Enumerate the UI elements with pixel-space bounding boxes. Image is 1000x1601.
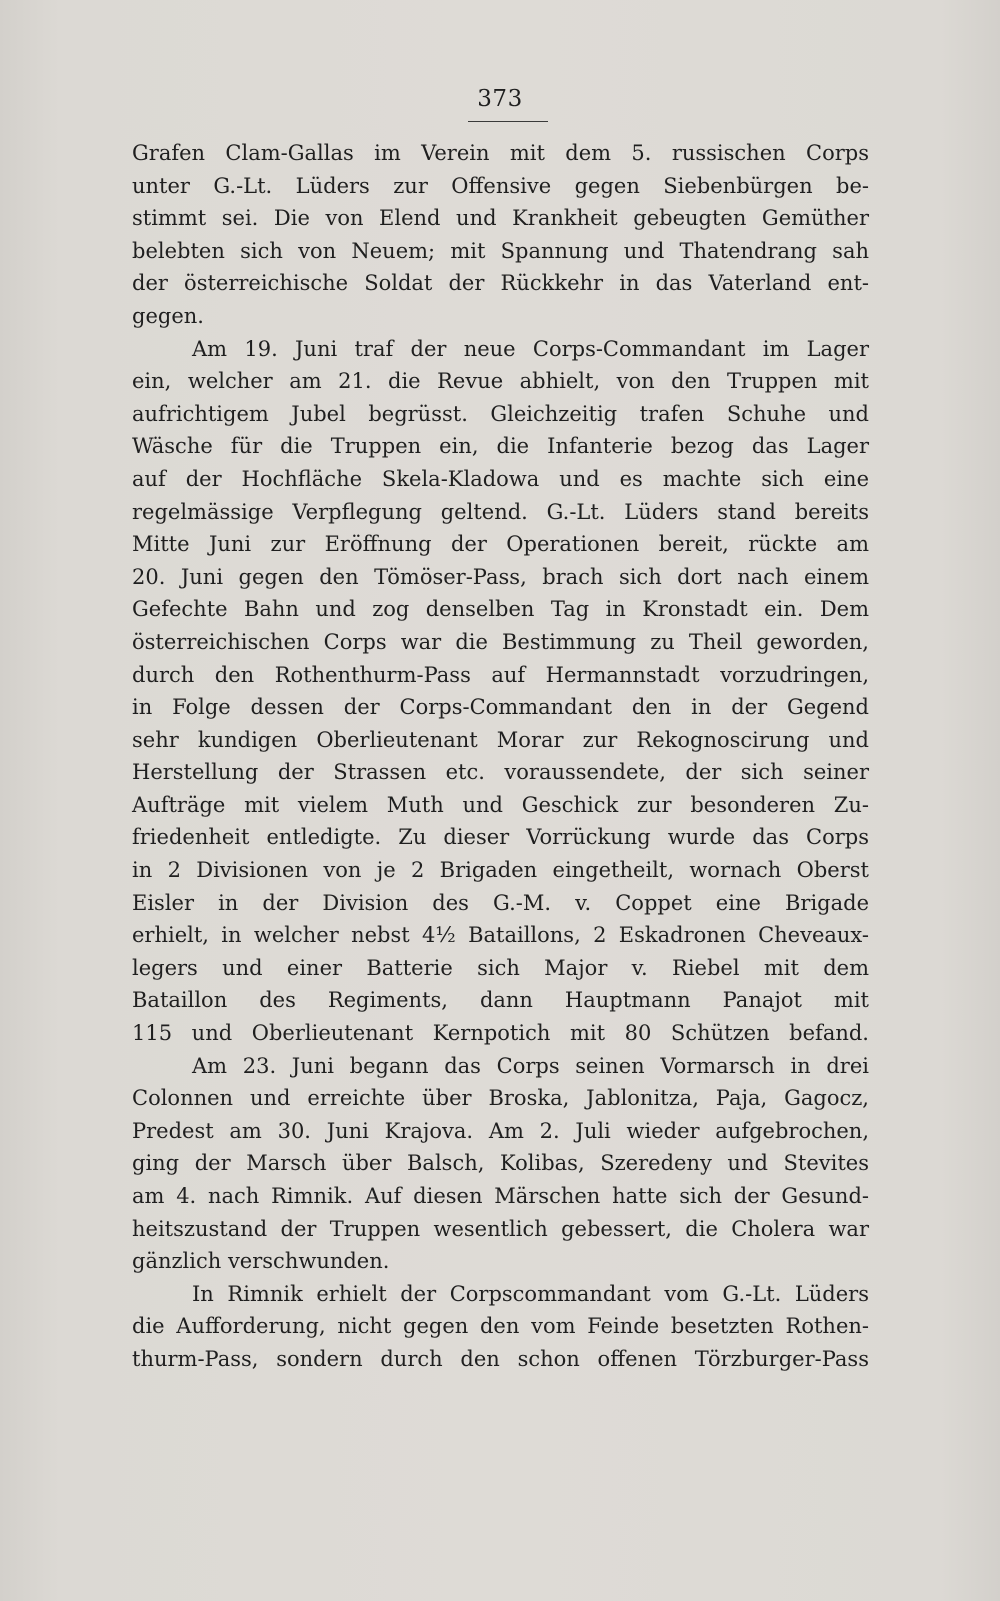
- text-line: Herstellung der Strassen etc. voraussendete, der sich seiner: [132, 760, 869, 785]
- text-line: erhielt, in welcher nebst 4½ Bataillons, 2 Eskadronen Cheveaux-: [132, 923, 869, 948]
- text-line: ging der Marsch über Balsch, Kolibas, Szeredeny und Stevites: [132, 1151, 869, 1176]
- text-line: unter G.-Lt. Lüders zur Offensive gegen Siebenbürgen be-: [132, 173, 869, 198]
- text-line: Am 23. Juni begann das Corps seinen Vormarsch in drei: [192, 1053, 869, 1078]
- text-line: durch den Rothenthurm-Pass auf Hermannstadt vorzudringen,: [132, 662, 869, 687]
- page-number: 373: [477, 86, 523, 112]
- text-line: Aufträge mit vielem Muth und Geschick zur besonderen Zu-: [132, 792, 869, 817]
- text-line: die Aufforderung, nicht gegen den vom Feinde besetzten Rothen-: [132, 1314, 869, 1339]
- text-line: Bataillon des Regiments, dann Hauptmann Panajot mit: [132, 988, 869, 1013]
- text-line: gänzlich verschwunden.: [132, 1249, 390, 1274]
- text-line: sehr kundigen Oberlieutenant Morar zur Rekognoscirung und: [132, 727, 869, 752]
- text-line: Gefechte Bahn und zog denselben Tag in Kronstadt ein. Dem: [132, 597, 869, 622]
- text-line: 20. Juni gegen den Tömöser-Pass, brach sich dort nach einem: [132, 564, 869, 589]
- text-line: Am 19. Juni traf der neue Corps-Commandant im Lager: [192, 336, 869, 361]
- page-number-rule: [468, 121, 548, 122]
- text-line: ein, welcher am 21. die Revue abhielt, von den Truppen mit: [132, 369, 869, 394]
- text-line: Mitte Juni zur Eröffnung der Operationen bereit, rückte am: [132, 532, 869, 557]
- text-line: in 2 Divisionen von je 2 Brigaden eingetheilt, wornach Oberst: [132, 858, 869, 883]
- text-line: gegen.: [132, 303, 204, 328]
- text-line: friedenheit entledigte. Zu dieser Vorrückung wurde das Corps: [132, 825, 869, 850]
- text-line: in Folge dessen der Corps-Commandant den in der Gegend: [132, 695, 869, 720]
- text-line: regelmässige Verpflegung geltend. G.-Lt. Lüders stand bereits: [132, 499, 869, 524]
- text-line: der österreichische Soldat der Rückkehr in das Vaterland ent-: [132, 271, 869, 296]
- text-line: In Rimnik erhielt der Corpscommandant vom G.-Lt. Lüders: [192, 1281, 869, 1306]
- text-line: Wäsche für die Truppen ein, die Infanterie bezog das Lager: [132, 434, 869, 459]
- text-line: heitszustand der Truppen wesentlich gebessert, die Cholera war: [132, 1216, 869, 1241]
- text-line: belebten sich von Neuem; mit Spannung und Thatendrang sah: [132, 238, 869, 263]
- text-line: 115 und Oberlieutenant Kernpotich mit 80 Schützen befand.: [132, 1021, 869, 1046]
- text-line: Colonnen und erreichte über Broska, Jablonitza, Paja, Gagocz,: [132, 1086, 869, 1111]
- text-line: thurm-Pass, sondern durch den schon offenen Törzburger-Pass: [132, 1346, 869, 1371]
- text-line: am 4. nach Rimnik. Auf diesen Märschen hatte sich der Gesund-: [132, 1184, 869, 1208]
- text-line: stimmt sei. Die von Elend und Krankheit gebeugten Gemüther: [132, 206, 869, 231]
- text-line: Grafen Clam-Gallas im Verein mit dem 5. russischen Corps: [132, 141, 869, 165]
- text-line: aufrichtigem Jubel begrüsst. Gleichzeitig trafen Schuhe und: [132, 401, 869, 426]
- text-line: Eisler in der Division des G.-M. v. Coppet eine Brigade: [132, 890, 869, 915]
- text-line: auf der Hochfläche Skela-Kladowa und es machte sich eine: [132, 466, 869, 491]
- text-line: legers und einer Batterie sich Major v. Riebel mit dem: [132, 955, 869, 980]
- text-line: Predest am 30. Juni Krajova. Am 2. Juli wieder aufgebrochen,: [132, 1118, 869, 1143]
- body-text: [132, 137, 869, 1376]
- text-line: österreichischen Corps war die Bestimmung zu Theil geworden,: [132, 629, 869, 654]
